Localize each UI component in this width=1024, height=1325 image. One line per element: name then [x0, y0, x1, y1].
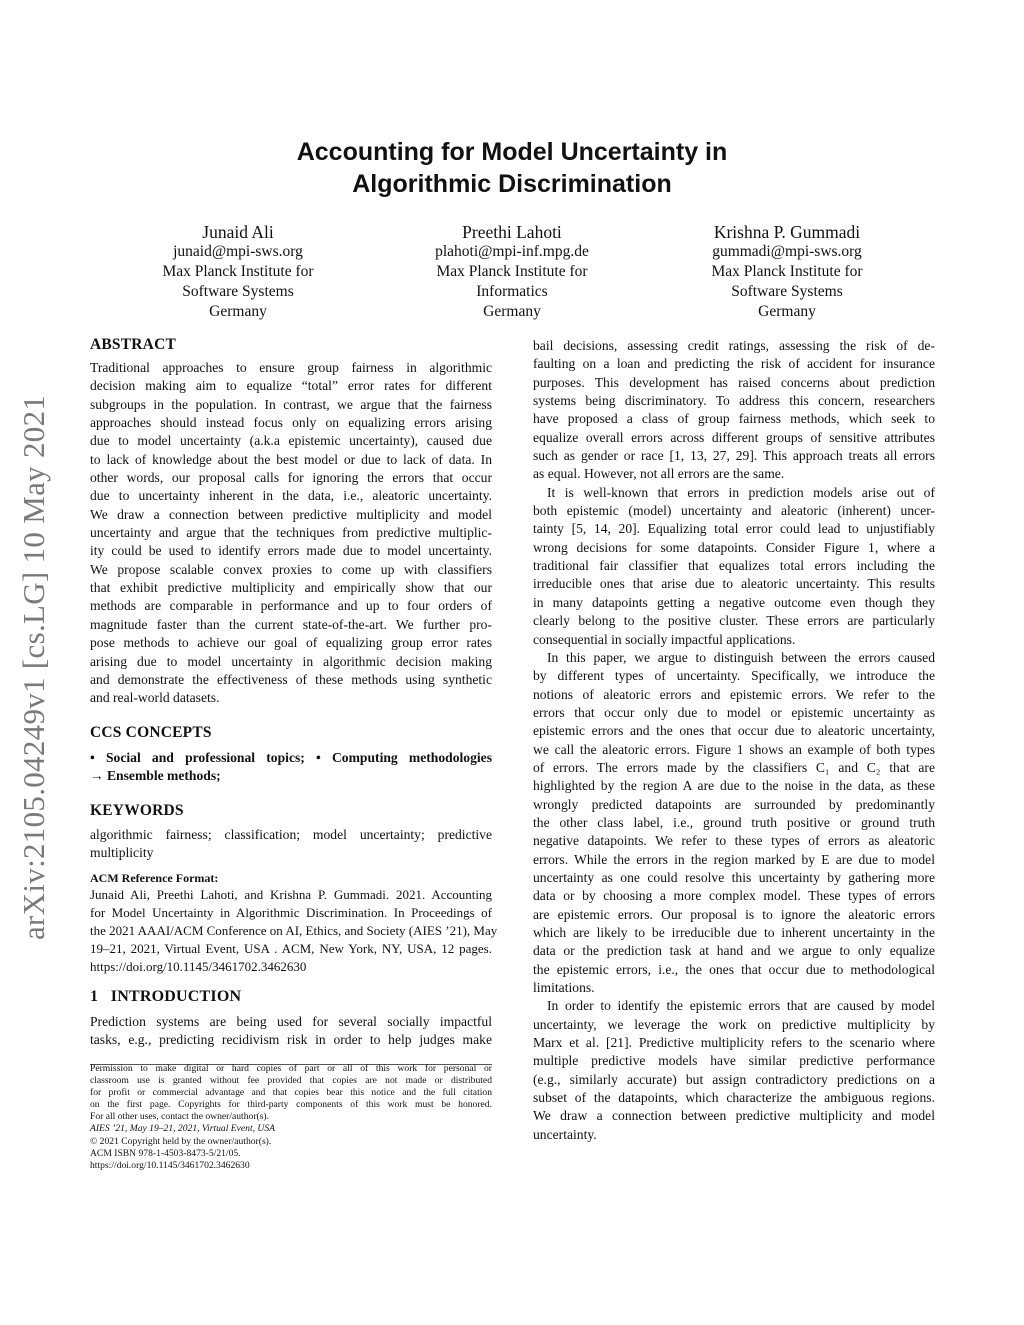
body-line: limitations.	[533, 980, 595, 996]
introduction-continued	[533, 337, 935, 1144]
footer-line: for profit or commercial advantage and that copies bear this notice and the full citation	[90, 1087, 492, 1099]
permission-footer	[90, 1063, 492, 1172]
author-affiliation: Max Planck Institute for	[436, 263, 588, 280]
body-line: we call the aleatoric errors. Figure 1 shows an example of both types	[533, 741, 935, 757]
abstract-line: We draw a connection between predictive multiplicity and model	[90, 506, 492, 522]
author-affiliation: Software Systems	[731, 283, 843, 300]
body-line: both epistemic (model) uncertainty and aleatoric (inherent) uncer-	[533, 503, 935, 519]
paragraph	[533, 484, 935, 649]
abstract-line: pose methods to achieve our goal of equalizing group error rates	[90, 635, 492, 651]
paragraph	[533, 649, 935, 998]
abstract-line: to lack of knowledge about the best model or due to lack of data. In	[90, 451, 492, 467]
body-line: errors that occur only due to model or epistemic uncertainty as	[533, 704, 935, 720]
body-line: In this paper, we argue to distinguish between the errors caused	[547, 649, 935, 665]
footer-doi[interactable]: https://doi.org/10.1145/3461702.3462630	[90, 1159, 250, 1171]
body-line: purposes. This development has raised concerns about prediction	[533, 374, 935, 390]
abstract-section	[90, 335, 492, 708]
footer-venue: AIES ’21, May 19–21, 2021, Virtual Event, USA	[90, 1123, 275, 1135]
body-line: systems being discriminatory. To address this concern, researchers	[533, 393, 935, 409]
body-line: tainty [5, 14, 20]. Equalizing total error could lead to unjustifiably	[533, 521, 935, 537]
body-line: data or by choosing a more complex model. These types of errors	[533, 888, 935, 904]
body-line: equalize overall errors across different groups of sensitive attributes	[533, 429, 935, 445]
body-line: Marx et al. [21]. Predictive multiplicity refers to the scenario where	[533, 1035, 935, 1051]
author-name: Krishna P. Gummadi	[713, 222, 861, 242]
abstract-line: We propose scalable convex proxies to come up with classifiers	[90, 561, 492, 577]
footer-line: Permission to make digital or hard copies of part or all of this work for personal or	[90, 1063, 492, 1074]
acm-reference-section	[90, 871, 498, 975]
body-line: as equal. However, not all errors are the same.	[533, 466, 785, 482]
ccs-line: • Social and professional topics; • Computing methodologies	[90, 750, 492, 765]
body-line: It is well-known that errors in prediction models arise out of	[547, 484, 935, 500]
footer-isbn: ACM ISBN 978-1-4503-8473-5/21/05.	[90, 1147, 241, 1159]
footer-line: For all other uses, contact the owner/author(s).	[90, 1111, 270, 1123]
arxiv-identifier: arXiv:2105.04249v1 [cs.LG] 10 May 2021	[16, 394, 51, 940]
reference-line: Junaid Ali, Preethi Lahoti, and Krishna P. Gummadi. 2021. Accounting	[90, 887, 492, 902]
abstract-line: subgroups in the population. In contrast, we argue that the fairness	[90, 396, 492, 412]
body-line: clearly belong to the positive cluster. These errors are particularly	[533, 613, 935, 629]
body-line: which are likely to be irreducible due to inherent uncertainty in the	[533, 925, 935, 940]
body-line: uncertainty.	[533, 1126, 597, 1142]
body-line: uncertainty, we leverage the work on predictive multiplicity by	[533, 1016, 935, 1032]
ccs-heading: CCS CONCEPTS	[90, 724, 212, 741]
body-line: epistemic errors and the ones that occur due to aleatoric uncertainty,	[533, 723, 935, 739]
body-line: in many datapoints getting a negative outcome even though they	[533, 594, 935, 610]
body-line: Prediction systems are being used for several socially impactful	[90, 1014, 492, 1029]
footer-line: classroom use is granted without fee provided that copies are not made or distributed	[90, 1075, 492, 1087]
body-line: (e.g., similarly accurate) but assign contradictory predictions on a	[533, 1071, 935, 1087]
abstract-line: methods are comparable in performance and up to four orders of	[90, 598, 492, 614]
body-line: errors. While the errors in the region marked by E are due to model	[533, 851, 935, 867]
body-line: such as gender or race [1, 13, 27, 29]. This approach treats all errors	[533, 448, 935, 464]
title-line: Accounting for Model Uncertainty in	[296, 138, 728, 166]
body-line: notions of aleatoric errors and epistemic errors. We refer to the	[533, 686, 935, 702]
body-line: bail decisions, assessing credit ratings, assessing the risk of de-	[533, 338, 935, 353]
abstract-line: due to model uncertainty (a.k.a epistemic uncertainty), caused due	[90, 433, 492, 449]
body-line: traditional fair classifier that equalizes total errors including the	[533, 558, 935, 574]
abstract-line: other words, our proposal calls for ignoring the errors that occur	[90, 470, 492, 486]
abstract-line: and demonstrate the effectiveness of these methods using synthetic	[90, 671, 492, 687]
body-line: irreducible ones that arise due to aleatoric uncertainty. This results	[533, 576, 935, 592]
author-block	[382, 222, 642, 322]
body-line: We draw a connection between predictive multiplicity and model	[533, 1108, 935, 1124]
footer-line: on the first page. Copyrights for third-party components of this work must be honored.	[90, 1099, 492, 1111]
keywords-line: algorithmic fairness; classification; model uncertainty; predictive	[90, 827, 492, 842]
body-line: the other class label, i.e., ground truth positive or ground truth	[533, 814, 935, 830]
body-line: the epistemic errors, i.e., the ones that occur due to methodological	[533, 961, 935, 977]
abstract-line: and real-world datasets.	[90, 690, 220, 706]
body-line: multiple predictive models have similar predictive performance	[533, 1053, 935, 1069]
abstract-line: magnitude faster than the current state-of-the-art. We further pro-	[90, 616, 492, 632]
body-line: uncertainty as one could resolve this uncertainty by gathering more	[533, 869, 935, 885]
paper-title	[0, 136, 1024, 200]
author-affiliation: Germany	[209, 303, 267, 320]
author-affiliation: Germany	[758, 303, 816, 320]
body-line: data or the prediction task at hand and we argue to only equalize	[533, 943, 935, 959]
reference-line[interactable]: https://doi.org/10.1145/3461702.3462630	[90, 958, 307, 974]
author-affiliation: Max Planck Institute for	[711, 263, 863, 280]
author-name: Junaid Ali	[202, 222, 274, 242]
body-line: wrong decisions for some datapoints. Consider Figure 1, where a	[533, 539, 935, 555]
keywords-heading: KEYWORDS	[90, 802, 184, 819]
author-email[interactable]: junaid@mpi-sws.org	[173, 243, 303, 260]
author-email[interactable]: gummadi@mpi-sws.org	[712, 243, 862, 260]
body-line: wrongly predicted datapoints are surrounded by predominantly	[533, 796, 935, 812]
abstract-line: arising due to model uncertainty in algorithmic decision making	[90, 653, 492, 669]
introduction-heading: 1 INTRODUCTION	[90, 988, 242, 1005]
author-block	[108, 222, 368, 322]
paragraph	[533, 997, 935, 1144]
acm-reference-heading: ACM Reference Format:	[90, 871, 219, 885]
reference-line: the 2021 AAAI/ACM Conference on AI, Ethics, and Society (AIES ’21), May	[90, 922, 498, 938]
ccs-section	[90, 723, 492, 786]
reference-line: 19–21, 2021, Virtual Event, USA . ACM, New York, NY, USA, 12 pages.	[90, 940, 492, 956]
author-name: Preethi Lahoti	[462, 222, 562, 242]
abstract-line: ity could be used to identify errors made due to model uncertainty.	[90, 543, 492, 559]
abstract-line: due to uncertainty inherent in the data, i.e., aleatoric uncertainty.	[90, 488, 492, 504]
body-line: consequential in socially impactful applications.	[533, 631, 796, 647]
introduction-section	[90, 987, 492, 1050]
body-line: have proposed a class of group fairness methods, which seek to	[533, 411, 935, 427]
footer-copyright: © 2021 Copyright held by the owner/author(s).	[90, 1135, 272, 1147]
author-email[interactable]: plahoti@mpi-inf.mpg.de	[435, 243, 589, 260]
body-line: In order to identify the epistemic errors that are caused by model	[547, 998, 935, 1014]
abstract-line: Traditional approaches to ensure group fairness in algorithmic	[90, 360, 492, 375]
abstract-line: decision making aim to equalize “total” error rates for different	[90, 378, 492, 394]
ccs-line: → Ensemble methods;	[90, 768, 221, 784]
author-block	[657, 222, 917, 322]
keywords-line: multiplicity	[90, 845, 154, 861]
abstract-line: approaches should instead focus only on equalizing errors arising	[90, 415, 492, 431]
body-line: subset of the datapoints, which characterize the ambiguous regions.	[533, 1090, 935, 1106]
author-affiliation: Germany	[483, 303, 541, 320]
body-line: of errors. The errors made by the classifiers C₁ and C₂ that are	[533, 759, 935, 775]
body-line: by different types of uncertainty. Specifically, we introduce the	[533, 668, 935, 684]
body-line: are epistemic errors. Our proposal is to ignore the aleatoric errors	[533, 906, 935, 922]
title-line: Algorithmic Discrimination	[352, 170, 672, 198]
abstract-heading: ABSTRACT	[90, 336, 177, 353]
author-affiliation: Informatics	[476, 283, 548, 300]
paragraph	[533, 337, 935, 484]
body-line: highlighted by the region A are due to the noise in the data, as these	[533, 778, 935, 794]
body-line: faulting on a loan and predicting the risk of accident for insurance	[533, 356, 935, 372]
reference-line: for Model Uncertainty in Algorithmic Discrimination. In Proceedings of	[90, 904, 492, 920]
author-affiliation: Max Planck Institute for	[162, 263, 314, 280]
abstract-line: uncertainty and argue that the techniques from predictive multiplic-	[90, 525, 492, 541]
author-affiliation: Software Systems	[182, 283, 294, 300]
body-line: tasks, e.g., predicting recidivism risk in order to help judges make	[90, 1032, 492, 1048]
abstract-line: that exhibit predictive multiplicity and empirically show that our	[90, 580, 492, 596]
body-line: negative datapoints. We refer to these types of errors as aleatoric	[533, 833, 935, 849]
keywords-section	[90, 801, 492, 863]
